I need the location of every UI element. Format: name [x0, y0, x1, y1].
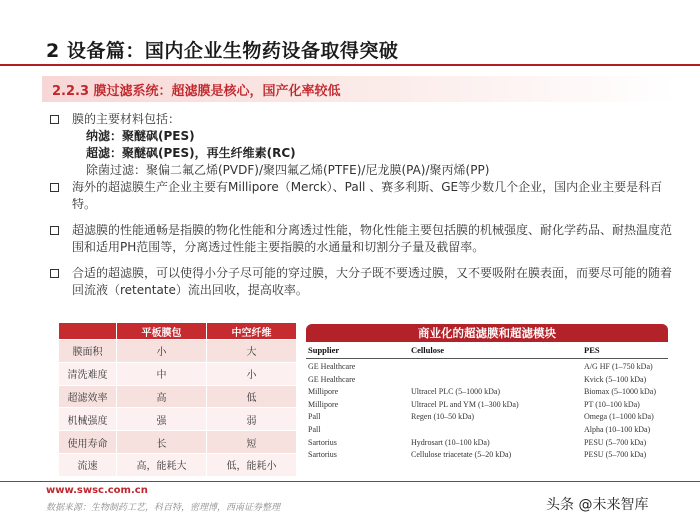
ultrafiltration-label: 超滤：	[86, 146, 123, 160]
table-row	[306, 362, 668, 375]
nanofiltration-line	[72, 128, 680, 145]
table-header-row	[306, 345, 668, 359]
table-header-cell: Cellulose	[411, 345, 445, 355]
square-bullet-icon	[50, 183, 59, 192]
suitable-membrane-text: 合适的超滤膜，可以使得小分子尽可能的穿过膜，大分子既不要透过膜，又不要吸附在膜表面，而要尽可能的随着回流液（retentate）流出回收，提高收率。	[72, 266, 673, 297]
table-cell: Kvick (5–100 kDa)	[584, 374, 647, 384]
manufacturers-text: 海外的超滤膜生产企业主要有Millipore（Merck）、Pall 、赛多利斯、GE等少数几个企业，国内企业主要是科百特。	[72, 180, 663, 211]
table-header-row	[59, 323, 297, 340]
title-divider	[0, 64, 700, 66]
table-header-cell	[59, 323, 117, 340]
table-cell: PT (10–100 kDa)	[584, 399, 640, 409]
table-cell: GE Healthcare	[308, 374, 356, 384]
table-cell: Hydrosart (10–100 kDa)	[411, 437, 490, 447]
table-cell: 超滤效率	[59, 385, 117, 408]
table-cell: 短	[207, 431, 297, 454]
table-cell: Omega (1–1000 kDa)	[584, 412, 654, 422]
table-cell: Ultracel PL and YM (1–300 kDa)	[411, 399, 519, 409]
table-cell: 机械强度	[59, 408, 117, 431]
table-row	[59, 385, 297, 408]
table-row	[306, 387, 668, 400]
page-title: 2 设备篇：国内企业生物药设备取得突破	[46, 40, 399, 62]
table-row	[59, 362, 297, 385]
table-cell: 使用寿命	[59, 431, 117, 454]
bullet-manufacturers	[50, 179, 680, 213]
bullet-performance	[50, 222, 680, 256]
table-row	[306, 425, 668, 438]
table-cell: 大	[207, 340, 297, 363]
table-cell: Pall	[308, 412, 321, 422]
table-cell: GE Healthcare	[308, 362, 356, 371]
nanofiltration-label: 纳滤：	[86, 129, 123, 143]
square-bullet-icon	[50, 269, 59, 278]
table-cell: 低	[207, 385, 297, 408]
table-cell: Cellulose triacetate (5–20 kDa)	[411, 450, 512, 460]
table-row	[306, 450, 668, 463]
commercial-uf-table	[306, 324, 668, 466]
table-row	[59, 408, 297, 431]
table-cell: Sartorius	[308, 450, 337, 460]
bullet-materials	[50, 111, 680, 179]
square-bullet-icon	[50, 226, 59, 235]
table-cell: 长	[117, 431, 207, 454]
section-title: 2.2.3 膜过滤系统：超滤膜是核心，国产化率较低	[52, 84, 341, 99]
table-row	[306, 375, 668, 388]
table-cell: 小	[117, 340, 207, 363]
table-cell: Millipore	[308, 399, 339, 409]
watermark: 头条 @未来智库	[546, 497, 649, 513]
data-source-note: 数据来源：生物制药工艺，科百特，密理博，西南证券整理	[46, 503, 281, 513]
table-cell: A/G HF (1–750 kDa)	[584, 362, 653, 371]
nanofiltration-value: 聚醚砜(PES)	[122, 129, 195, 143]
ultrafiltration-line	[72, 145, 680, 162]
table-cell: 强	[117, 408, 207, 431]
table-row	[306, 412, 668, 425]
commercial-uf-table-title: 商业化的超滤膜和超滤模块	[306, 324, 668, 342]
table-row	[59, 431, 297, 454]
table-row	[59, 453, 297, 476]
table-cell: 低，能耗小	[207, 453, 297, 476]
ultrafiltration-value: 聚醚砜(PES)，再生纤维素(RC)	[122, 146, 296, 160]
table-cell: Ultracel PLC (5–1000 kDa)	[411, 387, 501, 397]
table-cell: 膜面积	[59, 340, 117, 363]
table-cell: Alpha (10–100 kDa)	[584, 424, 651, 434]
section-header-bar	[42, 76, 676, 102]
table-row	[59, 340, 297, 363]
table-cell: Pall	[308, 424, 321, 434]
footer-divider	[0, 481, 700, 482]
bullet-suitable-membrane	[50, 265, 680, 299]
table-cell: Millipore	[308, 387, 339, 397]
table-row	[306, 438, 668, 451]
performance-text: 超滤膜的性能通畅是指膜的物化性能和分离透过性能，物化性能主要包括膜的机械强度、耐化学药品、耐热温度范围和适用PH范围等，分离透过性能主要指膜的水通量和切割分子量及截留率。	[72, 223, 673, 254]
membrane-comparison-table	[58, 322, 297, 477]
table-cell: 清洗难度	[59, 362, 117, 385]
table-cell: Biomax (5–1000 kDa)	[584, 387, 656, 397]
bullet-list	[50, 111, 680, 299]
table-cell: 流速	[59, 453, 117, 476]
table-cell: 高	[117, 385, 207, 408]
table-cell: 小	[207, 362, 297, 385]
table-cell: Sartorius	[308, 437, 337, 447]
table-body	[306, 362, 668, 463]
table-header-cell: 平板膜包	[117, 323, 207, 340]
table-cell: 高，能耗大	[117, 453, 207, 476]
footer-url: www.swsc.com.cn	[46, 485, 148, 496]
table-cell: PESU (5–700 kDa)	[584, 450, 647, 460]
table-header-cell: PES	[584, 345, 600, 355]
square-bullet-icon	[50, 115, 59, 124]
materials-intro: 膜的主要材料包括：	[72, 112, 181, 126]
table-header-cell: Supplier	[308, 345, 340, 355]
table-cell: 弱	[207, 408, 297, 431]
sterile-filtration-line: 除菌过滤：聚偏二氟乙烯(PVDF)/聚四氟乙烯(PTFE)/尼龙膜(PA)/聚丙烯(PP)	[86, 163, 490, 177]
table-cell: Regen (10–50 kDa)	[411, 412, 475, 422]
table-cell: 中	[117, 362, 207, 385]
table-cell: PESU (5–700 kDa)	[584, 437, 647, 447]
table-header-cell: 中空纤维	[207, 323, 297, 340]
table-row	[306, 400, 668, 413]
